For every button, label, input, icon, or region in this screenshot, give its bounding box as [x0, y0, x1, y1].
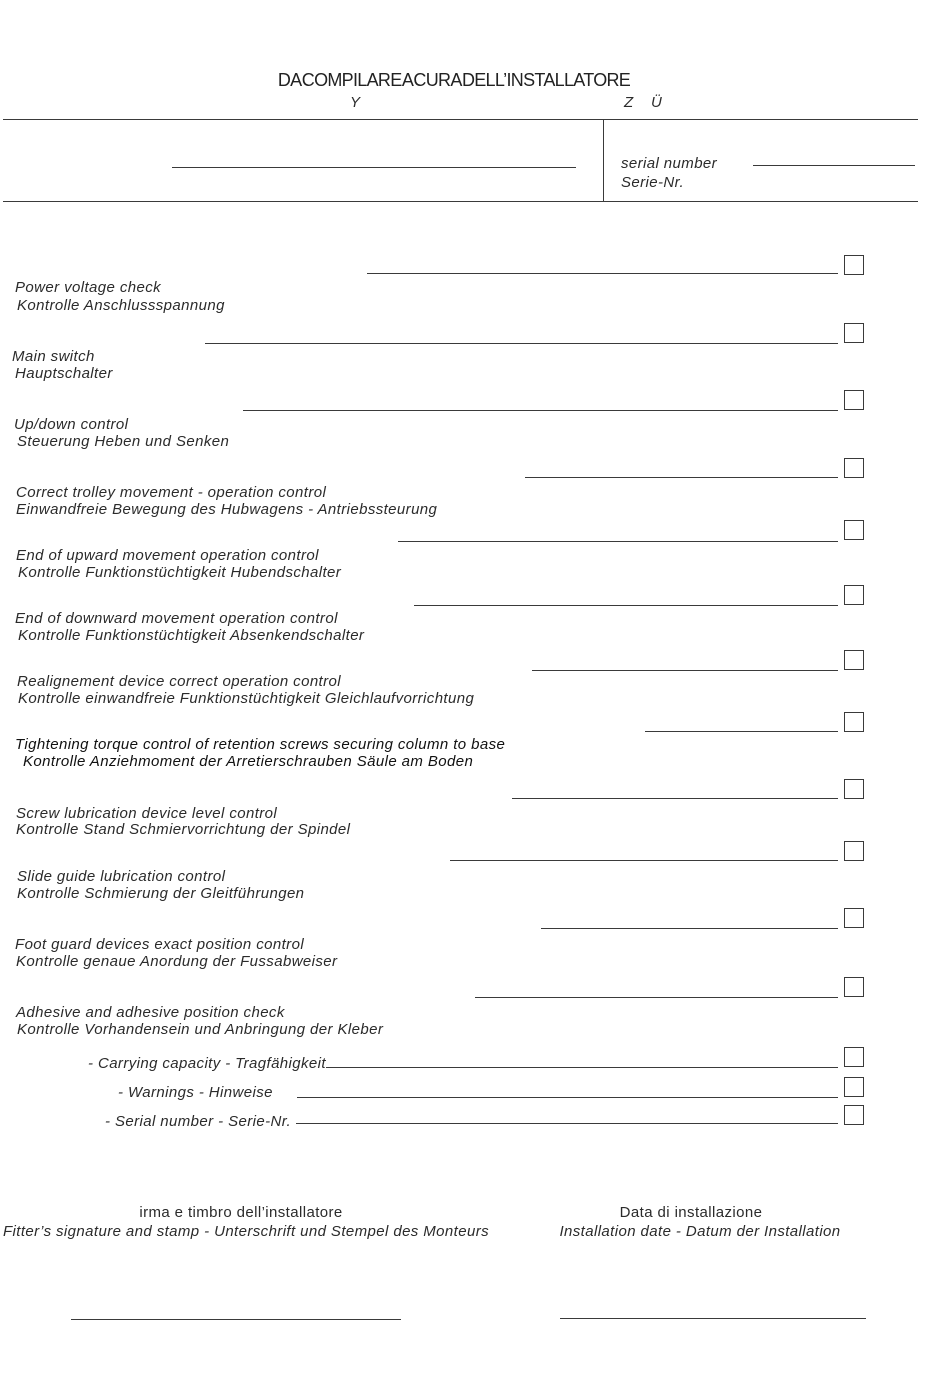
check-box[interactable] [844, 841, 864, 861]
item-label-en: Tightening torque control of retention screws securing column to base [15, 736, 506, 753]
item-label-en: End of downward movement operation control [15, 610, 338, 627]
check-box[interactable] [844, 650, 864, 670]
item-label-en: Adhesive and adhesive position check [16, 1004, 285, 1021]
check-box[interactable] [844, 520, 864, 540]
date-label-en-de: Installation date - Datum der Installation [559, 1223, 841, 1240]
fill-line [296, 1123, 838, 1124]
fill-line [475, 997, 838, 998]
item-label-de: Kontrolle Schmierung der Gleitführungen [17, 885, 305, 902]
check-box[interactable] [844, 977, 864, 997]
header-divider [603, 119, 604, 201]
serial-number-label-de: Serie-Nr. [621, 174, 685, 191]
check-box[interactable] [844, 1105, 864, 1125]
item-label-de: Hauptschalter [15, 365, 113, 382]
item-label-en: Power voltage check [15, 279, 162, 296]
fill-line [297, 1097, 838, 1098]
header-bottom-rule [3, 201, 918, 202]
item-label-en: End of upward movement operation control [16, 547, 319, 564]
header-sub-u: Ü [651, 94, 663, 111]
header-top-rule [3, 119, 918, 120]
item-label-en: Foot guard devices exact position control [15, 936, 305, 953]
item-label-de: Kontrolle Anziehmoment der Arretierschrauben Säule am Boden [23, 753, 474, 770]
fill-line [367, 273, 838, 274]
fill-line [645, 731, 838, 732]
model-field-line [172, 167, 576, 168]
fill-line [414, 605, 838, 606]
item-label-en: Correct trolley movement - operation control [16, 484, 327, 501]
check-box[interactable] [844, 585, 864, 605]
item-label-en: Up/down control [14, 416, 129, 433]
check-box[interactable] [844, 390, 864, 410]
check-box[interactable] [844, 323, 864, 343]
check-box[interactable] [844, 1077, 864, 1097]
date-label-it: Data di installazione [619, 1204, 763, 1221]
serial-number-field-line [753, 165, 915, 166]
item-label-de: Kontrolle einwandfreie Funktionstüchtigkeit Gleichlaufvorrichtung [18, 690, 475, 707]
check-box[interactable] [844, 779, 864, 799]
form-title: DA COMPILARE A CURA DELL’INSTALLATORE [277, 70, 631, 90]
adhesive-item-carrying-capacity: - Carrying capacity - Tragfähigkeit [88, 1055, 326, 1072]
item-label-en: Realignement device correct operation control [17, 673, 341, 690]
fill-line [525, 477, 838, 478]
item-label-de: Kontrolle genaue Anordung der Fussabweiser [16, 953, 338, 970]
check-box[interactable] [844, 908, 864, 928]
fill-line [243, 410, 838, 411]
item-label-de: Kontrolle Funktionstüchtigkeit Hubendschalter [18, 564, 342, 581]
check-box[interactable] [844, 712, 864, 732]
item-label-de: Einwandfreie Bewegung des Hubwagens - Antriebssteurung [16, 501, 438, 518]
item-label-en: Screw lubrication device level control [16, 805, 278, 822]
item-label-de: Steuerung Heben und Senken [17, 433, 230, 450]
item-label-de: Kontrolle Funktionstüchtigkeit Absenkendschalter [18, 627, 365, 644]
header-sub-z: Z [624, 94, 634, 111]
adhesive-item-serial-number: - Serial number - Serie-Nr. [105, 1113, 292, 1130]
item-label-de: Kontrolle Vorhandensein und Anbringung der Kleber [17, 1021, 384, 1038]
signature-label-en-de: Fitter’s signature and stamp - Unterschrift und Stempel des Monteurs [2, 1223, 490, 1240]
fill-line [450, 860, 838, 861]
signature-label-it: irma e timbro dell’installatore [139, 1204, 343, 1221]
header-sub-y: Y [350, 94, 361, 111]
date-line [560, 1318, 866, 1319]
item-label-de: Kontrolle Stand Schmiervorrichtung der Spindel [16, 821, 351, 838]
check-box[interactable] [844, 458, 864, 478]
adhesive-item-warnings: - Warnings - Hinweise [118, 1084, 273, 1101]
fill-line [512, 798, 838, 799]
fill-line [532, 670, 838, 671]
check-box[interactable] [844, 1047, 864, 1067]
item-label-en: Main switch [12, 348, 95, 365]
serial-number-label: serial number [621, 155, 718, 172]
fill-line [205, 343, 838, 344]
check-box[interactable] [844, 255, 864, 275]
item-label-de: Kontrolle Anschlussspannung [17, 297, 225, 314]
signature-line [71, 1319, 401, 1320]
item-label-en: Slide guide lubrication control [17, 868, 226, 885]
fill-line [398, 541, 838, 542]
fill-line [326, 1067, 838, 1068]
fill-line [541, 928, 838, 929]
